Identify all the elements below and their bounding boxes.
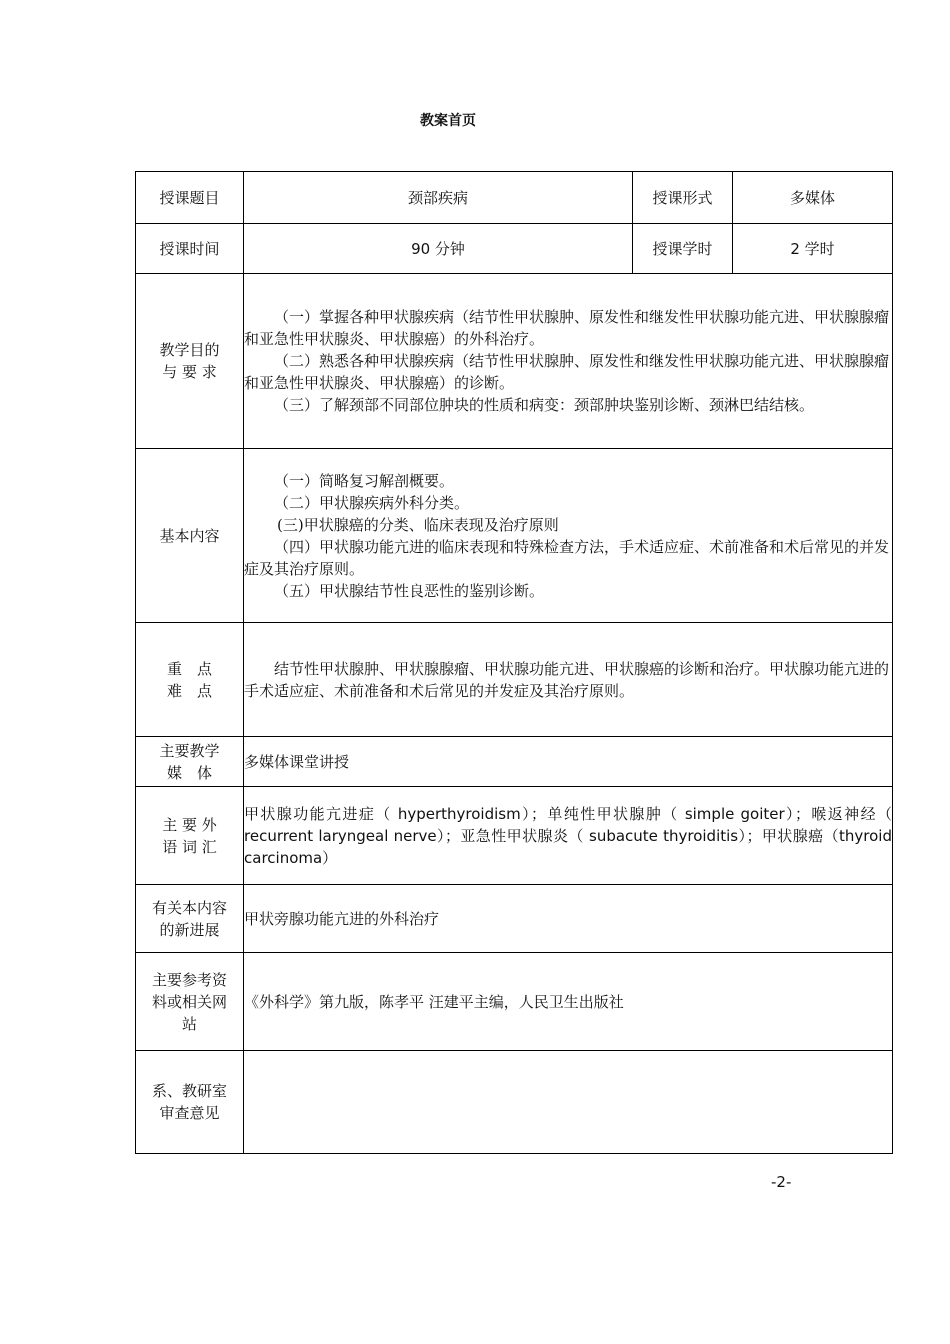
- row-content: [136, 449, 893, 623]
- ref-label: [136, 953, 244, 1051]
- key-label-line-2: 难 点: [166, 681, 212, 700]
- row-review: [136, 1051, 893, 1154]
- key-points-paragraph: 结节性甲状腺肿、甲状腺腺瘤、甲状腺功能亢进、甲状腺癌的诊断和治疗。甲状腺功能亢进的手术适应症、术前准备和术后常见的并发症及其治疗原则。: [244, 659, 890, 700]
- content-label: 基本内容: [136, 449, 244, 623]
- goal-item: （一）掌握各种甲状腺疾病（结节性甲状腺肿、原发性和继发性甲状腺功能亢进、甲状腺腺瘤和亚急性甲状腺炎、甲状腺癌）的外科治疗。: [244, 308, 890, 348]
- row-references: [136, 953, 893, 1051]
- content-item: （二）甲状腺疾病外科分类。: [274, 493, 470, 512]
- goals-label-line-1: 教学目的: [159, 341, 220, 359]
- vocab-text: 甲状腺功能亢进症（ hyperthyroidism）；单纯性甲状腺肿（ simple goiter）；喉返神经（ recurrent laryngeal nerve）；亚急性甲状腺炎（ subacute thyroiditis）；甲状腺癌（thyroid carcinoma）: [244, 787, 893, 885]
- vocab-label-line-1: 主 要 外: [162, 815, 217, 834]
- media-value: 多媒体课堂讲授: [244, 737, 893, 787]
- row-new-progress: [136, 885, 893, 953]
- key-label-line-1: 重 点: [166, 659, 212, 678]
- content-item: （五）甲状腺结节性良恶性的鉴别诊断。: [274, 581, 545, 600]
- row-media: [136, 737, 893, 787]
- progress-label-line-1: 有关本内容: [151, 898, 227, 917]
- page-number: -2-: [771, 1173, 792, 1191]
- row-key-points: [136, 623, 893, 737]
- hours-label: 授课学时: [633, 224, 733, 274]
- progress-label-line-2: 的新进展: [159, 920, 220, 939]
- topic-value: 颈部疾病: [244, 172, 633, 224]
- content-item: （四）甲状腺功能亢进的临床表现和特殊检查方法，手术适应症、术前准备和术后常见的并发症及其治疗原则。: [244, 537, 890, 578]
- vocab-label: [136, 787, 244, 885]
- review-value[interactable]: [244, 1051, 893, 1154]
- review-label: [136, 1051, 244, 1154]
- ref-label-line-3: 站: [181, 1014, 197, 1033]
- hours-value: 2 学时: [733, 224, 893, 274]
- progress-value: 甲状旁腺功能亢进的外科治疗: [244, 885, 893, 953]
- time-value: 90 分钟: [244, 224, 633, 274]
- row-vocabulary: [136, 787, 893, 885]
- topic-label: 授课题目: [136, 172, 244, 224]
- form-value: 多媒体: [733, 172, 893, 224]
- time-label: 授课时间: [136, 224, 244, 274]
- row-topic: [136, 172, 893, 224]
- row-goals: [136, 274, 893, 449]
- row-time: [136, 224, 893, 274]
- review-label-line-2: 审查意见: [159, 1104, 220, 1122]
- media-label-line-2: 媒 体: [166, 763, 212, 782]
- content-item: （一）简略复习解剖概要。: [274, 471, 455, 490]
- ref-label-line-2: 料或相关网: [151, 992, 227, 1011]
- goals-text: [244, 274, 893, 449]
- document-title: 教案首页: [420, 113, 476, 129]
- goal-item: （三）了解颈部不同部位肿块的性质和病变：颈部肿块鉴别诊断、颈淋巴结结核。: [274, 396, 815, 414]
- ref-label-line-1: 主要参考资: [151, 970, 227, 989]
- review-label-line-1: 系、教研室: [151, 1082, 227, 1100]
- vocab-label-line-2: 语 词 汇: [162, 837, 217, 856]
- content-text: [244, 449, 893, 623]
- ref-value: 《外科学》第九版，陈孝平 汪建平主编，人民卫生出版社: [244, 953, 893, 1051]
- media-label: [136, 737, 244, 787]
- content-item: (三)甲状腺癌的分类、临床表现及治疗原则: [277, 515, 559, 534]
- progress-label: [136, 885, 244, 953]
- media-label-line-1: 主要教学: [159, 741, 220, 760]
- lesson-plan-table: [135, 171, 893, 1154]
- key-points-label: [136, 623, 244, 737]
- goals-label: [136, 274, 244, 449]
- goals-label-line-2: 与 要 求: [162, 363, 217, 381]
- form-label: 授课形式: [633, 172, 733, 224]
- goal-item: （二）熟悉各种甲状腺疾病（结节性甲状腺肿、原发性和继发性甲状腺功能亢进、甲状腺腺瘤和亚急性甲状腺炎、甲状腺癌）的诊断。: [244, 352, 890, 392]
- key-points-text: [244, 623, 893, 737]
